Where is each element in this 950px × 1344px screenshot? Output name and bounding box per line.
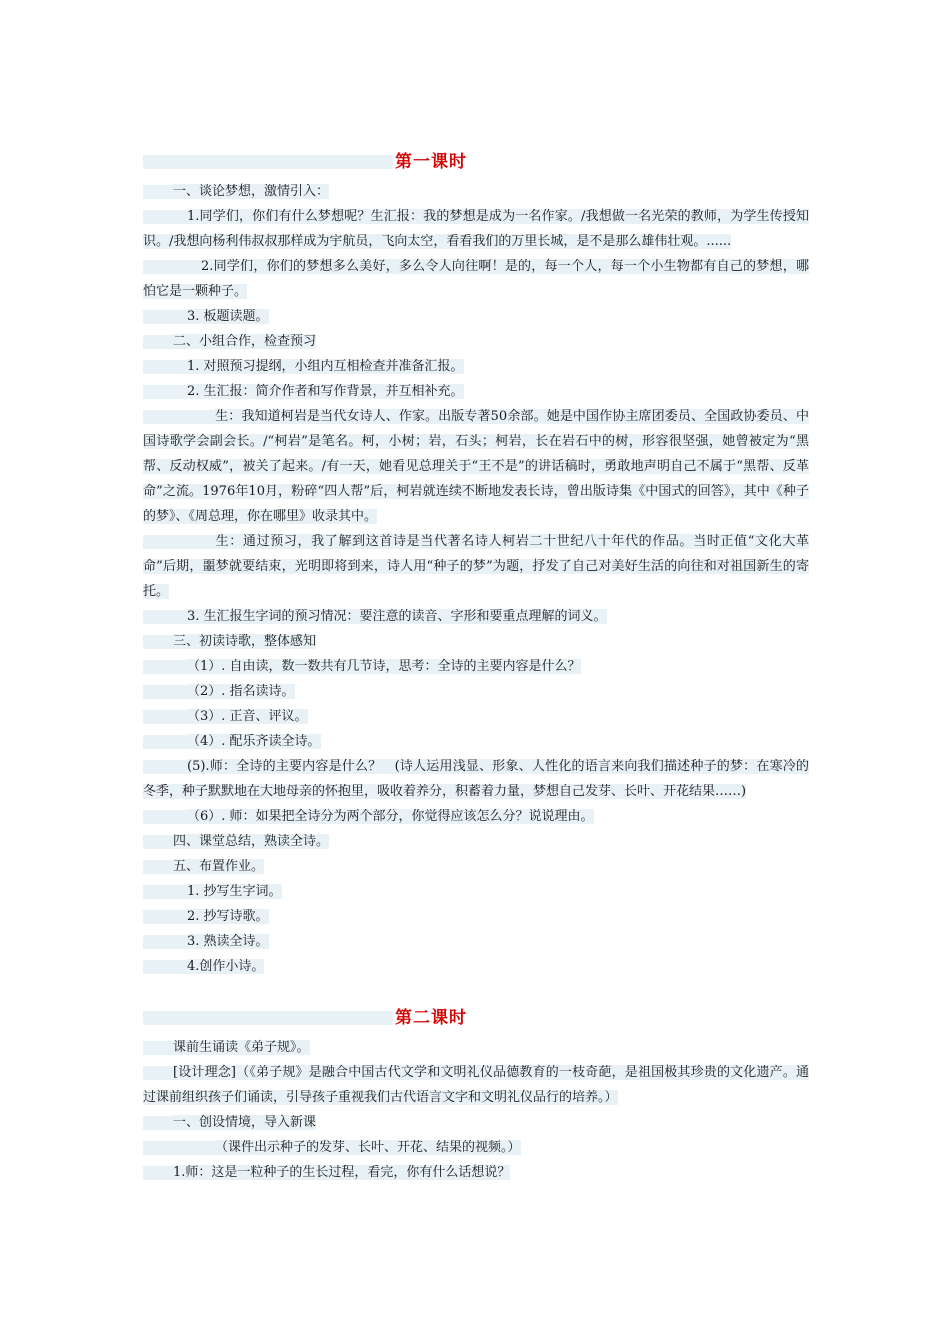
list-item: 1. 对照预习提纲，小组内互相检查并准备汇报。	[143, 354, 809, 379]
lesson2-heading	[143, 1001, 809, 1033]
list-item: （1）. 自由读，数一数共有几节诗，思考：全诗的主要内容是什么？	[143, 654, 809, 679]
list-item: （3）. 正音、评议。	[143, 704, 809, 729]
section-heading: 二、小组合作，检查预习	[143, 329, 809, 354]
paragraph: [设计理念]（《弟子规》是融合中国古代文学和文明礼仪品德教育的一枝奇葩，是祖国极其珍贵的文化遗产。通过课前组织孩子们诵读，引导孩子重视我们古代语言文字和文明礼仪品行的培养。）	[143, 1065, 809, 1105]
heading-highlight	[143, 1011, 393, 1025]
heading-highlight	[143, 155, 393, 169]
list-item: （6）. 师：如果把全诗分为两个部分，你觉得应该怎么分？说说理由。	[143, 804, 809, 829]
list-item: 1.师：这是一粒种子的生长过程，看完，你有什么话想说？	[143, 1160, 809, 1185]
paragraph: 课前生诵读《弟子规》。	[143, 1035, 809, 1060]
list-item: 2. 生汇报：简介作者和写作背景，并互相补充。	[143, 379, 809, 404]
section-heading: 三、初读诗歌，整体感知	[143, 629, 809, 654]
list-item: （4）. 配乐齐读全诗。	[143, 729, 809, 754]
list-item: 1. 抄写生字词。	[143, 879, 809, 904]
lesson1-title: 第一课时	[395, 152, 467, 172]
lesson2-title: 第二课时	[395, 1008, 467, 1028]
paragraph: （课件出示种子的发芽、长叶、开花、结果的视频。）	[143, 1135, 809, 1160]
paragraph: 生：通过预习，我了解到这首诗是当代著名诗人柯岩二十世纪八十年代的作品。当时正值“文化大革命”后期，噩梦就要结束，光明即将到来，诗人用“种子的梦”为题，抒发了自己对美好生活的向往和对祖国新生的寄托。	[143, 534, 809, 599]
paragraph: (5).师：全诗的主要内容是什么？ (诗人运用浅显、形象、人性化的语言来向我们描述种子的梦：在寒冷的冬季，种子默默地在大地母亲的怀抱里，吸收着养分，积蓄着力量，梦想自己发芽、长叶、开花结果……)	[143, 759, 809, 799]
list-item: 2. 抄写诗歌。	[143, 904, 809, 929]
section-heading: 五、布置作业。	[143, 854, 809, 879]
section-heading: 一、谈论梦想，激情引入：	[143, 179, 809, 204]
list-item: （2）. 指名读诗。	[143, 679, 809, 704]
list-item: 3. 生汇报生字词的预习情况：要注意的读音、字形和要重点理解的词义。	[143, 604, 809, 629]
list-item: 3. 板题读题。	[143, 304, 809, 329]
section-heading: 一、创设情境，导入新课	[143, 1110, 809, 1135]
document-page	[143, 145, 809, 1185]
paragraph: 2.同学们，你们的梦想多么美好，多么令人向往啊！是的，每一个人，每一个小生物都有自己的梦想，哪怕它是一颗种子。	[143, 259, 809, 299]
lesson1-heading	[143, 145, 809, 177]
list-item: 4.创作小诗。	[143, 954, 809, 979]
list-item: 3. 熟读全诗。	[143, 929, 809, 954]
paragraph: 1.同学们，你们有什么梦想呢？生汇报：我的梦想是成为一名作家。/我想做一名光荣的教师，为学生传授知识。/我想向杨利伟叔叔那样成为宇航员，飞向太空，看看我们的万里长城，是不是那么雄伟壮观。......	[143, 209, 809, 249]
paragraph: 生：我知道柯岩是当代女诗人、作家。出版专著50余部。她是中国作协主席团委员、全国政协委员、中国诗歌学会副会长。/“柯岩”是笔名。柯，小树；岩，石头；柯岩，长在岩石中的树，形容很坚强，她曾被定为“黑帮、反动权威”，被关了起来。/有一天，她看见总理关于“王不是”的讲话稿时，勇敢地声明自己不属于“黑帮、反革命”之流。1976年10月，粉碎“四人帮”后，柯岩就连续不断地发表长诗，曾出版诗集《中国式的回答》，其中《种子的梦》、《周总理，你在哪里》收录其中。	[143, 409, 809, 524]
section-heading: 四、课堂总结，熟读全诗。	[143, 829, 809, 854]
